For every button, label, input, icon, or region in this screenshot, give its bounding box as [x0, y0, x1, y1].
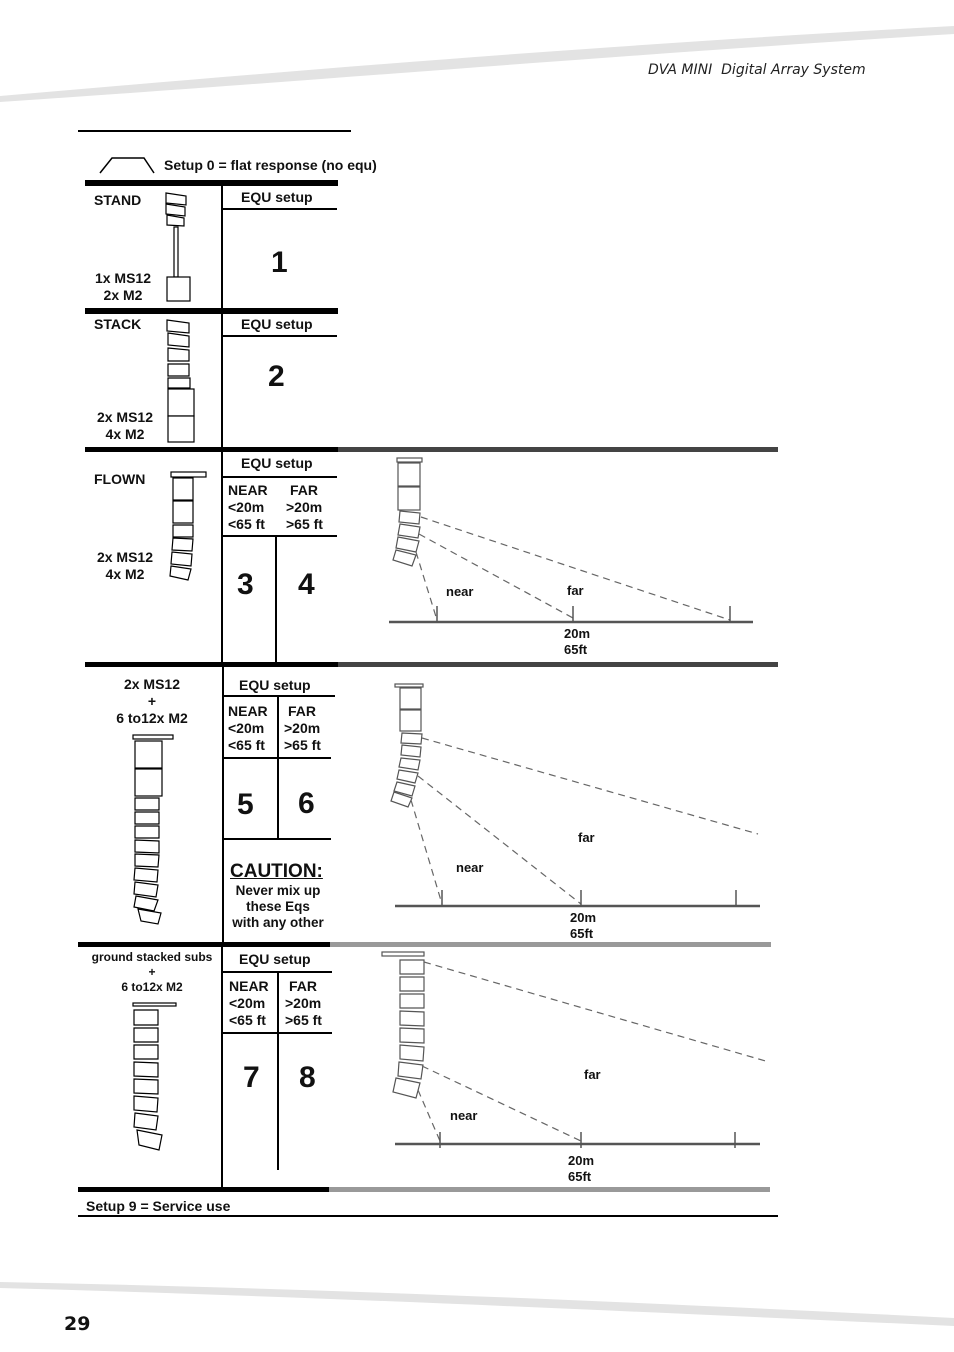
section-bar-large-grey [338, 662, 778, 667]
flown-speaker-icon [166, 470, 210, 584]
stack-setup-number: 2 [268, 360, 285, 393]
footer-swoosh [0, 1270, 954, 1352]
flown-distance-text: 20m 65ft [564, 626, 591, 657]
flown-equ-rule [223, 476, 337, 478]
ground-speaker-icon [128, 1000, 180, 1155]
flat-response-icon [98, 155, 158, 175]
stand-setup-number: 1 [271, 246, 288, 279]
ground-config: ground stacked subs + 6 to12x M2 [91, 950, 213, 994]
section-bar-ground [78, 942, 330, 947]
large-near-setup: 5 [237, 788, 254, 821]
large-config: 2x MS12 + 6 to12x M2 [116, 676, 188, 726]
ground-near-label: NEAR <20m <65 ft [229, 978, 269, 1028]
flown-far-text: far [567, 583, 584, 598]
caution-body: Never mix up these Eqs with any other [232, 883, 324, 930]
stack-equ-label: EQU setup [241, 316, 313, 332]
flown-near-label: NEAR <20m <65 ft [228, 482, 268, 532]
stand-config: 1x MS12 2x M2 [94, 270, 152, 303]
stack-config: 2x MS12 4x M2 [96, 409, 154, 442]
ground-near-text: near [450, 1108, 478, 1123]
header-title: DVA MINI Digital Array System [648, 62, 866, 78]
flown-far-setup: 4 [298, 568, 315, 601]
section-bar-end [78, 1187, 329, 1192]
section-bar-end-grey [329, 1187, 770, 1192]
large-speaker-icon [128, 733, 178, 928]
ground-near-setup: 7 [243, 1061, 260, 1094]
flown-title: FLOWN [94, 471, 146, 487]
stack-speaker-icon [164, 318, 198, 444]
large-near-text: near [456, 860, 484, 875]
large-near-label: NEAR <20m <65 ft [228, 703, 268, 753]
caution-title: CAUTION: [230, 861, 323, 882]
ground-col-divider [277, 972, 279, 1170]
flown-far-label: FAR >20m >65 ft [286, 482, 323, 532]
table-divider-1 [221, 186, 223, 664]
ground-far-text: far [584, 1067, 601, 1082]
setup-9-label: Setup 9 = Service use [86, 1198, 231, 1214]
flown-near-text: near [446, 584, 474, 599]
large-far-setup: 6 [298, 787, 315, 820]
large-far-text: far [578, 830, 595, 845]
header-swoosh [0, 0, 954, 110]
stand-title: STAND [94, 192, 142, 208]
stack-title: STACK [94, 316, 142, 332]
ground-equ-label: EQU setup [239, 951, 311, 967]
ground-distance-text: 20m 65ft [568, 1153, 595, 1184]
flown-near-setup: 3 [237, 568, 254, 601]
section-bar-stack [85, 308, 338, 314]
section-bar-ground-grey [330, 942, 771, 947]
setup-0-label: Setup 0 = flat response (no equ) [164, 157, 377, 173]
ground-far-setup: 8 [299, 1061, 316, 1094]
section-bar-flown [85, 447, 338, 452]
large-equ-rule [223, 695, 335, 697]
large-far-label: FAR >20m >65 ft [284, 703, 321, 753]
flown-col-divider [275, 537, 277, 664]
stack-equ-rule [223, 335, 337, 337]
top-rule [78, 130, 351, 132]
large-equ-label: EQU setup [239, 677, 311, 693]
large-coverage-diagram [380, 672, 770, 942]
section-bar-stand [85, 180, 338, 186]
flown-config: 2x MS12 4x M2 [96, 549, 154, 582]
ground-far-label: FAR >20m >65 ft [285, 978, 322, 1028]
page-number: 29 [64, 1313, 91, 1335]
stand-equ-label: EQU setup [241, 189, 313, 205]
large-caution-rule [223, 838, 331, 840]
bottom-rule [78, 1215, 778, 1217]
stand-equ-rule [223, 208, 337, 210]
flown-equ-label: EQU setup [241, 455, 313, 471]
large-distance-text: 20m 65ft [570, 910, 597, 941]
section-bar-large [85, 662, 338, 667]
stand-speaker-icon [163, 190, 197, 305]
flown-mid-rule [223, 535, 337, 537]
large-col-divider [277, 697, 279, 838]
ground-coverage-diagram [380, 948, 770, 1158]
